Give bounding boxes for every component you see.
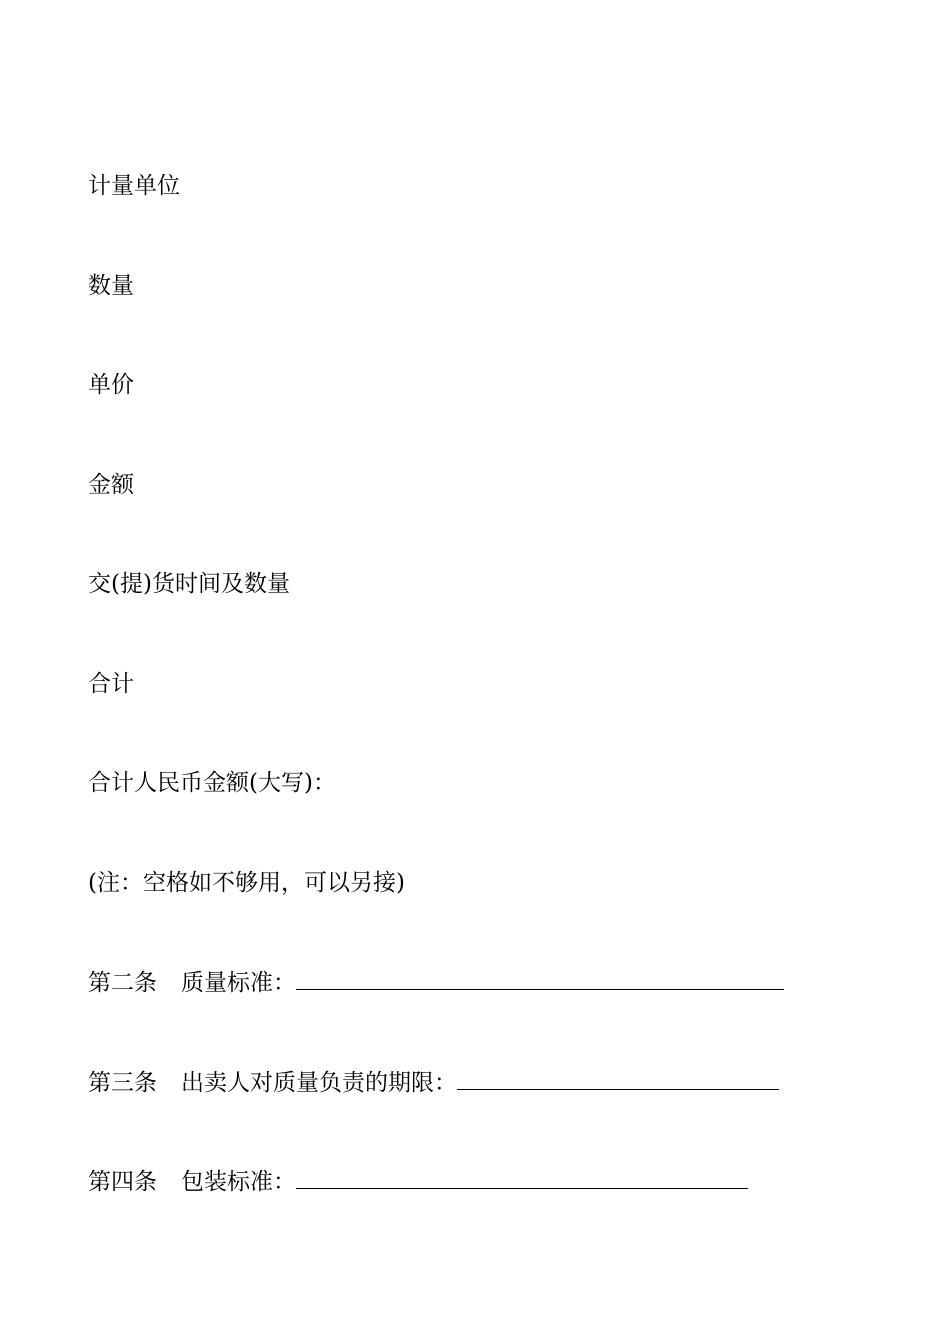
field-label-unit: 计量单位 xyxy=(88,173,180,199)
clause-text: 包装标准： xyxy=(181,1169,296,1195)
clause-number: 第二条 xyxy=(88,970,157,996)
fill-in-blank xyxy=(296,967,784,990)
fill-in-blank xyxy=(296,1166,748,1189)
field-label-unit-price: 单价 xyxy=(88,372,134,398)
clause-number: 第三条 xyxy=(88,1070,157,1096)
clause-2 xyxy=(88,967,784,998)
field-label-total: 合计 xyxy=(88,671,134,697)
field-label-delivery-time: 交(提)货时间及数量 xyxy=(88,571,290,597)
field-label-quantity: 数量 xyxy=(88,273,134,299)
clause-number: 第四条 xyxy=(88,1169,157,1195)
clause-4 xyxy=(88,1166,748,1197)
clause-text: 出卖人对质量负责的期限： xyxy=(181,1070,457,1096)
field-label-total-rmb: 合计人民币金额(大写)： xyxy=(88,770,336,796)
fill-in-blank xyxy=(457,1067,779,1090)
field-label-amount: 金额 xyxy=(88,472,134,498)
note-text: (注：空格如不够用，可以另接) xyxy=(88,870,405,896)
clause-3 xyxy=(88,1067,779,1098)
clause-text: 质量标准： xyxy=(181,970,296,996)
